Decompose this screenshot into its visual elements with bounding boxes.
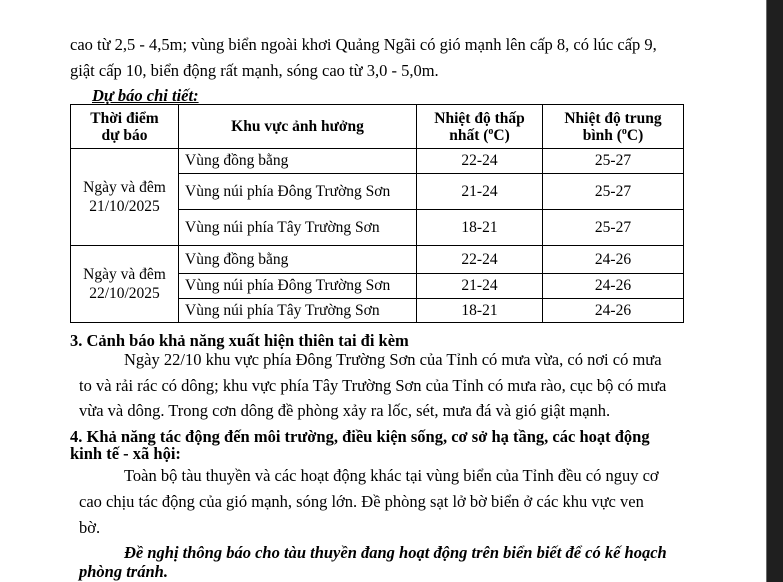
mean-temp-cell: 25-27 [543,210,684,246]
forecast-table [70,104,684,323]
mean-temp-cell: 24-26 [543,246,684,274]
header-area: Khu vực ảnh hưởng [179,105,417,149]
table-row [71,246,684,274]
min-temp-cell: 22-24 [417,149,543,174]
section-4-heading-2: kinh tế - xã hội: [70,444,181,463]
area-cell: Vùng núi phía Tây Trường Sơn [179,210,417,246]
area-cell: Vùng núi phía Đông Trường Sơn [179,274,417,299]
header-time: Thời điểm dự báo [71,105,179,149]
section-3-line-2: to và rải rác có dông; khu vực phía Tây Trường Sơn của Tỉnh có mưa rào, cục bộ có mưa [79,376,667,395]
section-3-line-1: Ngày 22/10 khu vực phía Đông Trường Sơn của Tỉnh có mưa vừa, có nơi có mưa [124,350,662,369]
min-temp-cell: 18-21 [417,210,543,246]
section-4-heading-1: 4. Khả năng tác động đến môi trường, điều kiện sống, cơ sở hạ tầng, các hoạt động [70,427,650,446]
table-row [71,149,684,174]
recommendation-line-1: Đề nghị thông báo cho tàu thuyền đang hoạt động trên biển biết để có kế hoạch [124,543,667,562]
area-cell: Vùng đồng bằng [179,149,417,174]
area-cell: Vùng đồng bằng [179,246,417,274]
area-cell: Vùng núi phía Đông Trường Sơn [179,174,417,210]
header-min-temp: Nhiệt độ thấp nhất ($^o$C) [417,105,543,149]
section-4-line-1: Toàn bộ tàu thuyền và các hoạt động khác tại vùng biển của Tỉnh đều có nguy cơ [124,466,659,485]
section-3-heading: 3. Cảnh báo khả năng xuất hiện thiên tai đi kèm [70,331,409,350]
table-title: Dự báo chi tiết: [92,86,199,105]
date-cell: Ngày và đêm 21/10/2025 [71,149,179,246]
min-temp-cell: 18-21 [417,299,543,323]
min-temp-cell: 22-24 [417,246,543,274]
area-cell: Vùng núi phía Tây Trường Sơn [179,299,417,323]
header-mean-temp: Nhiệt độ trung bình ($^o$C) [543,105,684,149]
recommendation-line-2: phòng tránh. [79,562,168,581]
date-cell: Ngày và đêm 22/10/2025 [71,246,179,323]
mean-temp-cell: 24-26 [543,299,684,323]
section-3-line-3: vừa và dông. Trong cơn dông đề phòng xảy ra lốc, sét, mưa đá và gió giật mạnh. [79,401,611,420]
window-edge-scrollbar[interactable] [767,0,783,582]
intro-line-2: giật cấp 10, biển động rất mạnh, sóng cao từ 3,0 - 5,0m. [70,61,439,80]
mean-temp-cell: 25-27 [543,174,684,210]
min-temp-cell: 21-24 [417,274,543,299]
mean-temp-cell: 24-26 [543,274,684,299]
min-temp-cell: 21-24 [417,174,543,210]
section-4-line-2: cao chịu tác động của gió mạnh, sóng lớn. Đề phòng sạt lở bờ biển ở các khu vực ven [79,492,644,511]
intro-line-1: cao từ 2,5 - 4,5m; vùng biển ngoài khơi Quảng Ngãi có gió mạnh lên cấp 8, có lúc cấp 9, [70,35,657,54]
section-4-line-3: bờ. [79,518,101,537]
mean-temp-cell: 25-27 [543,149,684,174]
